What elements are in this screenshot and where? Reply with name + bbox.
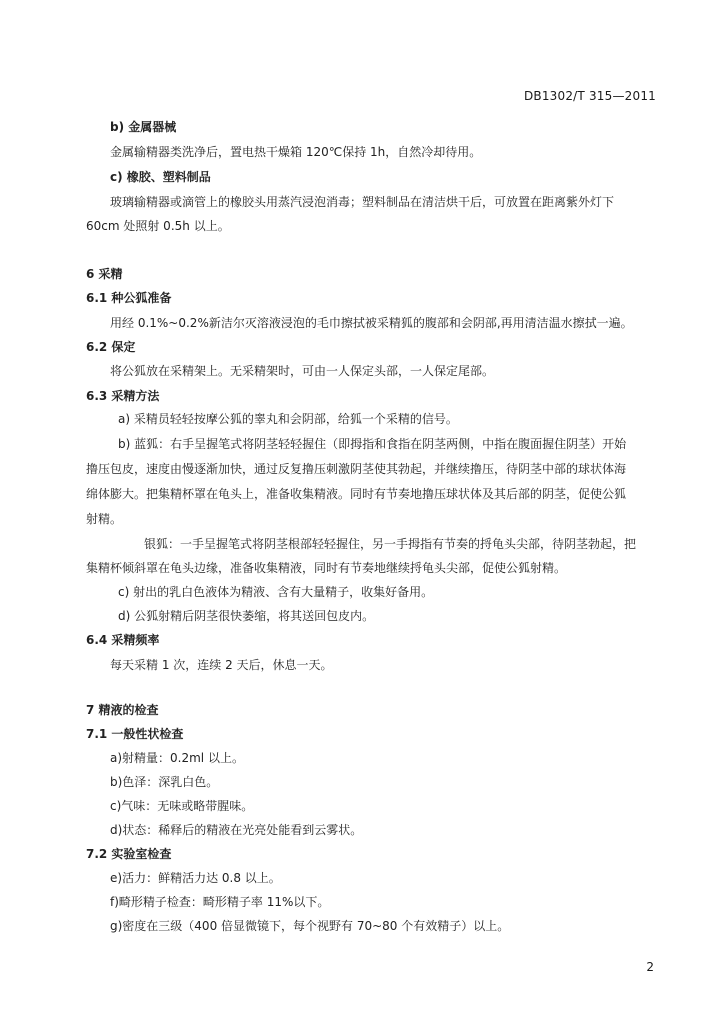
item-c-text-line2: 60cm 处照射 0.5h 以上。 — [86, 219, 230, 233]
section-7-1-item-c: c)气味：无味或略带腥味。 — [110, 799, 254, 813]
section-6-3-item-b-line3: 绵体膨大。把集精杯罩在龟头上，准备收集精液。同时有节奏地撸压球状体及其后部的阴茎，促使公狐 — [86, 487, 627, 501]
section-6-3-item-b-line1: b) 蓝狐：右手呈握笔式将阴茎轻轻握住（即拇指和食指在阴茎两侧，中指在腹面握住阴茎）开始 — [118, 437, 627, 451]
section-7-1-heading: 7.1 一般性状检查 — [86, 727, 184, 741]
section-6-4-heading: 6.4 采精频率 — [86, 633, 160, 647]
section-7-1-item-b: b)色泽：深乳白色。 — [110, 775, 219, 789]
section-7-1-item-d: d)状态：稀释后的精液在光亮处能看到云雾状。 — [110, 823, 363, 837]
page-number: 2 — [646, 960, 654, 974]
section-6-2-heading: 6.2 保定 — [86, 340, 136, 354]
section-7-2-item-f: f)畸形精子检查：畸形精子率 11%以下。 — [110, 895, 330, 909]
section-6-3-item-a: a) 采精员轻轻按摩公狐的睾丸和会阴部，给狐一个采精的信号。 — [118, 412, 458, 426]
section-7-2-item-g: g)密度在三级（400 倍显微镜下，每个视野有 70~80 个有效精子）以上。 — [110, 919, 510, 933]
section-7-2-item-e: e)活力：鲜精活力达 0.8 以上。 — [110, 871, 281, 885]
document-id: DB1302/T 315—2011 — [523, 89, 656, 103]
section-6-3-silver-fox-line1: 银狐：一手呈握笔式将阴茎根部轻轻握住，另一手拇指有节奏的捋龟头尖部，待阴茎勃起，把 — [144, 537, 637, 551]
section-6-3-item-b-line2: 撸压包皮，速度由慢逐渐加快，通过反复撸压刺激阴茎使其勃起，并继续撸压，待阴茎中部的球状体海 — [86, 462, 627, 476]
section-6-3-item-c: c) 射出的乳白色液体为精液、含有大量精子，收集好备用。 — [118, 585, 434, 599]
section-6-2-text: 将公狐放在采精架上。无采精架时，可由一人保定头部，一人保定尾部。 — [110, 364, 495, 378]
section-6-3-silver-fox-line2: 集精杯倾斜罩在龟头边缘，准备收集精液，同时有节奏地继续捋龟头尖部，促使公狐射精。 — [86, 561, 567, 575]
item-b-title: b) 金属器械 — [110, 120, 177, 134]
section-6-1-heading: 6.1 种公狐准备 — [86, 291, 172, 305]
section-6-4-text: 每天采精 1 次，连续 2 天后，休息一天。 — [110, 658, 333, 672]
item-b-text: 金属输精器类洗净后，置电热干燥箱 120℃保持 1h，自然冷却待用。 — [110, 145, 482, 159]
section-6-3-item-b-line4: 射精。 — [86, 512, 123, 526]
section-6-3-heading: 6.3 采精方法 — [86, 389, 160, 403]
section-6-3-item-d: d) 公狐射精后阴茎很快萎缩，将其送回包皮内。 — [118, 609, 375, 623]
section-7-heading: 7 精液的检查 — [86, 703, 159, 717]
section-7-2-heading: 7.2 实验室检查 — [86, 847, 172, 861]
section-7-1-item-a: a)射精量：0.2ml 以上。 — [110, 751, 244, 765]
item-c-text-line1: 玻璃输精器或滴管上的橡胶头用蒸汽浸泡消毒；塑料制品在清洁烘干后，可放置在距离紫外灯下 — [110, 195, 615, 209]
section-6-heading: 6 采精 — [86, 267, 123, 281]
item-c-title: c) 橡胶、塑料制品 — [110, 170, 211, 184]
section-6-1-text: 用经 0.1%~0.2%新洁尔灭溶液浸泡的毛巾擦拭被采精狐的腹部和会阴部,再用清洁温水擦拭一遍。 — [110, 316, 633, 330]
